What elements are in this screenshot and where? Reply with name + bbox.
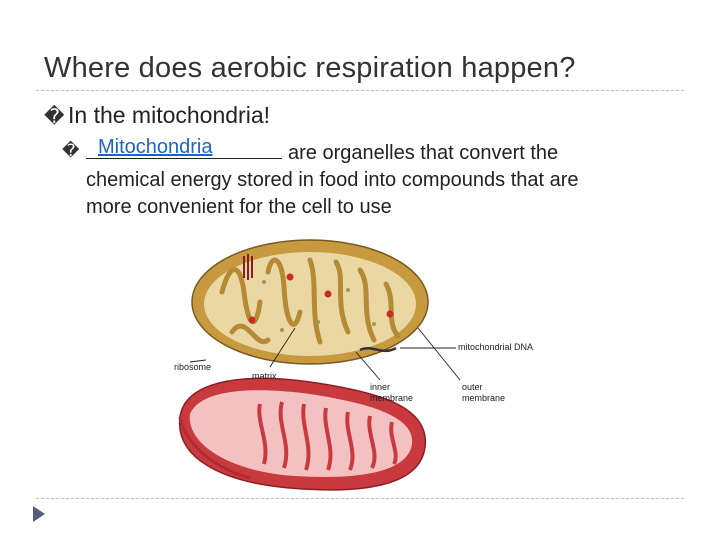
bullet-1-text: In the mitochondria!	[68, 102, 271, 128]
nav-arrow-icon[interactable]	[33, 506, 45, 522]
title-divider	[36, 90, 684, 91]
bullet-icon: �	[44, 104, 65, 128]
mitochondria-illustration	[160, 232, 560, 502]
mitochondrion-cutaway	[192, 240, 428, 364]
label-mitochondrial-dna: mitochondrial DNA	[458, 342, 534, 352]
bullet-2-text	[86, 138, 686, 221]
label-ribosome: ribosome	[174, 362, 212, 372]
blank-answer: Mitochondria	[98, 136, 213, 158]
fill-in-blank	[86, 138, 282, 159]
bullet-2-text-b: chemical energy stored in food into compounds that are	[86, 169, 579, 191]
label-inner-membrane: inner membrane	[370, 382, 414, 403]
label-outer-membrane: outer membrane	[462, 382, 506, 403]
footer-divider	[36, 498, 684, 499]
sub-bullet-icon: �	[62, 141, 80, 161]
label-matrix: matrix	[252, 371, 277, 381]
mitochondria-figure	[160, 232, 560, 507]
bullet-2-text-a: are organelles that convert the	[288, 142, 559, 164]
bullet-2-text-c: more convenient for the cell to use	[86, 196, 392, 218]
slide-title: Where does aerobic respiration happen?	[44, 52, 576, 84]
